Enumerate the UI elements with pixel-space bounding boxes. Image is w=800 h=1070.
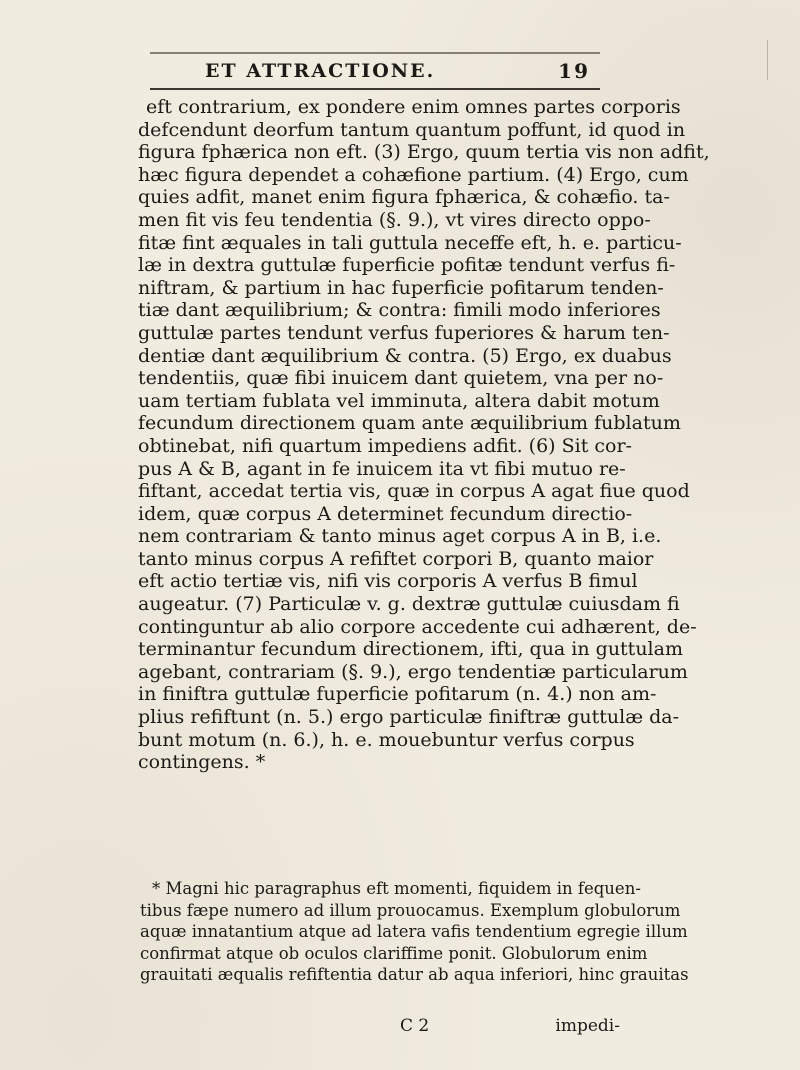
text-line: in finiftra guttulæ fuperficie pofitarum (n. 4.) non am- xyxy=(138,683,657,706)
footnote-line: grauitati æqualis refiftentia datur ab aqua inferiori, hinc grauitas xyxy=(140,965,689,984)
signature-mark: C 2 xyxy=(400,1016,430,1036)
text-line: idem, quæ corpus A determinet fecundum directio- xyxy=(138,502,633,525)
text-line: augeatur. (7) Particulæ v. g. dextræ guttulæ cuiusdam fi xyxy=(138,593,680,616)
page-edge-mark xyxy=(767,40,768,80)
text-line: obtinebat, nifi quartum impediens adfit. (6) Sit cor- xyxy=(138,434,632,457)
footnote xyxy=(110,878,689,986)
footnote-line: * Magni hic paragraphus eft momenti, fiquidem in fequen- xyxy=(152,879,641,898)
text-line: agebant, contrariam (§. 9.), ergo tendentiæ particularum xyxy=(138,660,688,683)
top-rule xyxy=(150,52,600,54)
text-line: figura fphærica non eft. (3) Ergo, quum tertia vis non adfit, xyxy=(138,141,710,164)
text-line: tendentiis, quæ fibi inuicem dant quietem, vna per no- xyxy=(138,367,664,390)
text-line: læ in dextra guttulæ fuperficie pofitæ tendunt verfus fi- xyxy=(138,254,676,277)
text-line: uam tertiam fublata vel imminuta, altera dabit motum xyxy=(138,389,660,412)
text-line: guttulæ partes tendunt verfus fuperiores & harum ten- xyxy=(138,321,670,344)
text-line: eft actio tertiæ vis, nifi vis corporis A verfus B fimul xyxy=(138,570,638,593)
page-footer xyxy=(300,1016,620,1036)
text-line: nem contrariam & tanto minus aget corpus A in B, i.e. xyxy=(138,525,662,548)
text-line: eft contrarium, ex pondere enim omnes partes corporis xyxy=(146,96,681,118)
text-line: hæc figura dependet a cohæfione partium. (4) Ergo, cum xyxy=(138,163,689,186)
header-rule xyxy=(150,88,600,90)
text-line: tanto minus corpus A refiftet corpori B, quanto maior xyxy=(138,547,654,570)
footnote-line: tibus fæpe numero ad illum prouocamus. Exemplum globulorum xyxy=(140,900,681,920)
main-text xyxy=(110,96,710,774)
text-line: fiftant, accedat tertia vis, quæ in corpus A agat fiue quod xyxy=(138,480,690,503)
text-line: terminantur fecundum directionem, ifti, qua in guttulam xyxy=(138,638,683,661)
text-line: plius refiftunt (n. 5.) ergo particulæ finiftræ guttulæ da- xyxy=(138,706,679,729)
footnote-line: confirmat atque ob oculos clariffime ponit. Globulorum enim xyxy=(140,943,648,963)
text-line: continguntur ab alio corpore accedente cui adhærent, de- xyxy=(138,615,697,638)
text-line: bunt motum (n. 6.), h. e. mouebuntur verfus corpus xyxy=(138,728,635,751)
text-line: dentiæ dant æquilibrium & contra. (5) Ergo, ex duabus xyxy=(138,344,672,367)
text-line: fecundum directionem quam ante æquilibrium fublatum xyxy=(138,412,681,435)
catchword: impedi- xyxy=(555,1016,620,1036)
text-line: quies adfit, manet enim figura fphærica, & cohæfio. ta- xyxy=(138,186,670,209)
text-line: tiæ dant æquilibrium; & contra: fimili modo inferiores xyxy=(138,299,661,322)
running-head-title: ET ATTRACTIONE. xyxy=(205,60,436,82)
page-number: 19 xyxy=(558,59,590,83)
text-line: pus A & B, agant in fe inuicem ita vt fibi mutuo re- xyxy=(138,457,626,480)
text-line: niftram, & partium in hac fuperficie pofitarum tenden- xyxy=(138,276,664,299)
running-head xyxy=(150,57,600,85)
text-line: fitæ fint æquales in tali guttula neceffe eft, h. e. particu- xyxy=(138,231,682,254)
text-line: defcendunt deorfum tantum quantum poffunt, id quod in xyxy=(138,118,686,141)
text-line: contingens. * xyxy=(138,751,266,774)
text-line: men fit vis feu tendentia (§. 9.), vt vires directo oppo- xyxy=(138,208,651,231)
footnote-line: aquæ innatantium atque ad latera vafis tendentium egregie illum xyxy=(140,922,688,941)
